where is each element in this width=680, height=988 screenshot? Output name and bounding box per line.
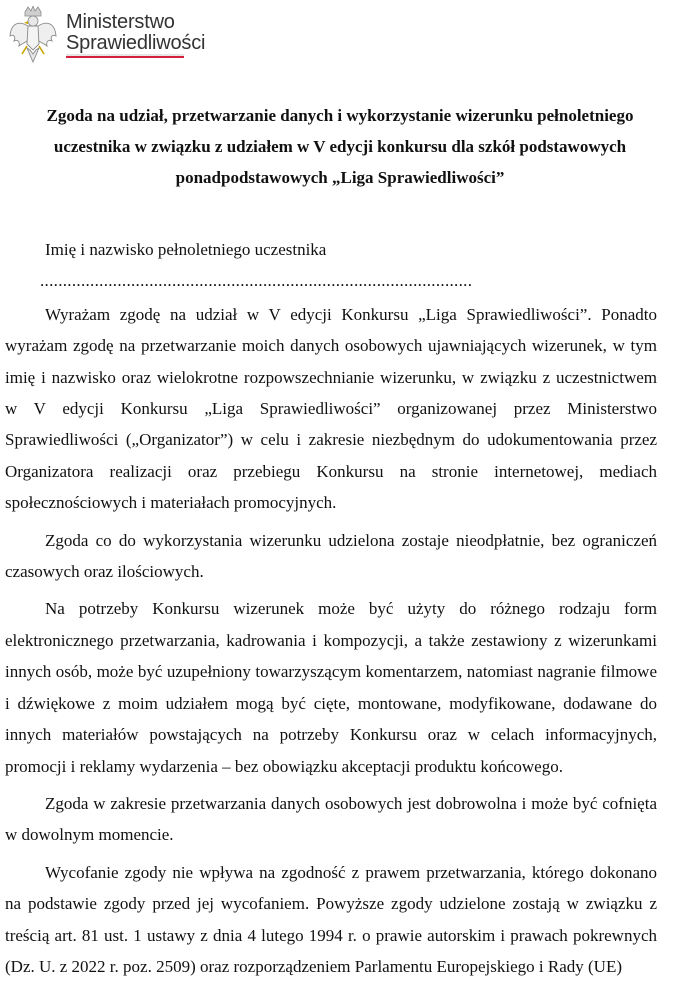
name-fill-line[interactable]: ............................................................................................... bbox=[40, 271, 473, 291]
white-eagle-icon bbox=[8, 6, 58, 68]
ministry-name-line1: Ministerstwo bbox=[66, 11, 175, 33]
ministry-name bbox=[66, 12, 205, 54]
ministry-name-line2: Sprawiedliwości bbox=[66, 32, 206, 54]
title-line-3: ponadpodstawowych „Liga Sprawiedliwości” bbox=[175, 168, 505, 187]
name-field-label: Imię i nazwisko pełnoletniego uczestnika bbox=[45, 240, 327, 259]
title-line-2: uczestnika w związku z udziałem w V edycji konkursu dla szkół podstawowych bbox=[53, 137, 627, 156]
consent-paragraph-3: Na potrzeby Konkursu wizerunek może być użyty do różnego rodzaju form elektronicznego przetwarzania, kadrowania i kompozycji, a także zestawiony z wizerunkami innych osób, może być uzupełniony towarzyszącym komentarzem, natomiast nagranie filmowe i dźwiękowe z moim udziałem mogą być cięte, montowane, modyfikowane, dodawane do innych materiałów powstających na potrzeby Konkursu oraz w celach informacyjnych, promocji i reklamy wydarzenia – bez obowiązku akceptacji produktu końcowego. bbox=[5, 599, 657, 776]
document-title bbox=[20, 100, 660, 193]
polish-flag-stripe bbox=[66, 54, 184, 58]
consent-paragraph-1: Wyrażam zgodę na udział w V edycji Konkursu „Liga Sprawiedliwości”. Ponadto wyrażam zgodę na przetwarzanie moich danych osobowych ujawniających wizerunek, w tym imię i nazwisko oraz wielokrotne rozpowszechnianie wizerunku, w związku z uczestnictwem w V edycji Konkursu „Liga Sprawiedliwości” organizowanej przez Ministerstwo Sprawiedliwości („Organizator”) w celu i zakresie niezbędnym do udokumentowania przez Organizatora realizacji oraz przebiegu Konkursu na stronie internetowej, mediach społecznościowych i materiałach promocyjnych. bbox=[5, 304, 657, 513]
document-body bbox=[5, 234, 657, 988]
consent-paragraph-5: Wycofanie zgody nie wpływa na zgodność z prawem przetwarzania, którego dokonano na podstawie zgody przed jej wycofaniem. Powyższe zgody udzielone zostają w związku z treścią art. 81 ust. 1 ustawy z dnia 4 lutego 1994 r. o prawie autorskim i prawach pokrewnych (Dz. U. z 2022 r. poz. 2509) oraz rozporządzeniem Parlamentu Europejskiego i Rady (UE) bbox=[5, 862, 657, 976]
consent-paragraph-4: Zgoda w zakresie przetwarzania danych osobowych jest dobrowolna i może być cofnięta w dowolnym momencie. bbox=[5, 793, 657, 845]
title-line-1: Zgoda na udział, przetwarzanie danych i wykorzystanie wizerunku pełnoletniego bbox=[46, 106, 634, 125]
consent-paragraph-2: Zgoda co do wykorzystania wizerunku udzielona zostaje nieodpłatnie, bez ograniczeń czasowych oraz ilościowych. bbox=[5, 530, 657, 582]
ministry-header bbox=[8, 6, 205, 68]
